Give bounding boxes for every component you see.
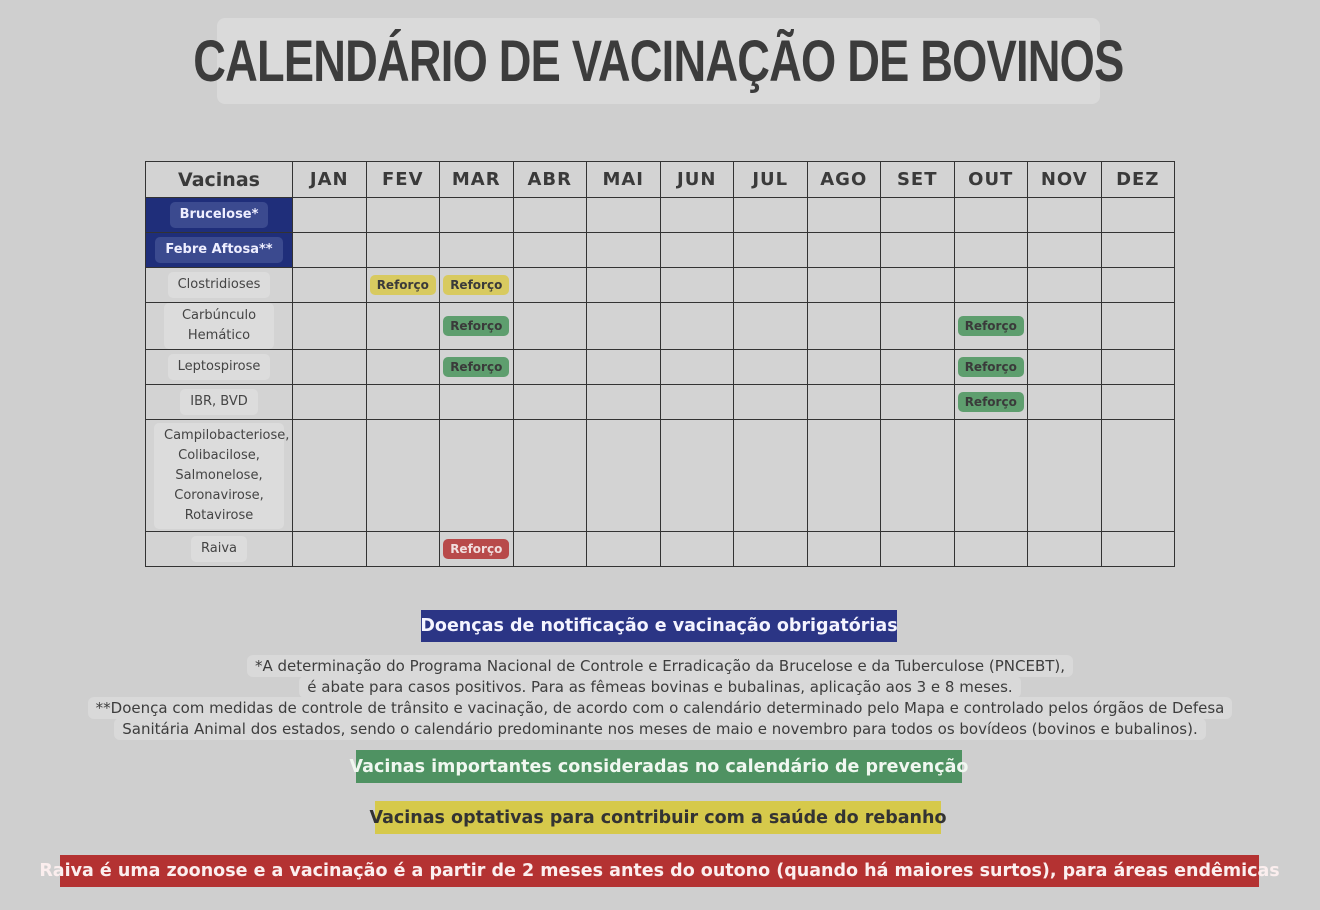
vaccine-name-cell xyxy=(146,532,293,567)
month-cell-dez xyxy=(1101,233,1175,268)
legend-prevention: Vacinas importantes consideradas no calendário de prevenção xyxy=(356,750,962,783)
month-cell-mai xyxy=(587,268,661,303)
table-row xyxy=(146,420,1175,532)
month-cell-fev xyxy=(366,233,440,268)
title-banner xyxy=(193,18,1124,104)
month-cell-jun xyxy=(660,198,734,233)
month-cell-jan xyxy=(293,303,367,350)
month-cell-mai xyxy=(587,303,661,350)
month-cell-jul xyxy=(734,198,808,233)
month-cell-abr xyxy=(513,532,587,567)
vaccine-name: Febre Aftosa** xyxy=(155,237,282,263)
header-row xyxy=(146,162,1175,198)
month-cell-nov xyxy=(1028,268,1102,303)
vaccine-name: IBR, BVD xyxy=(180,389,257,415)
month-cell-nov xyxy=(1028,420,1102,532)
note-brucelose-line1: *A determinação do Programa Nacional de Controle e Erradicação da Brucelose e da Tuberculose (PNCEBT), xyxy=(247,655,1073,677)
vaccination-calendar-table xyxy=(145,161,1175,567)
vaccine-name: Leptospirose xyxy=(168,354,271,380)
month-cell-out xyxy=(954,350,1028,385)
month-cell-set xyxy=(881,420,955,532)
month-cell-jun xyxy=(660,350,734,385)
month-cell-mar xyxy=(440,385,514,420)
month-cell-set xyxy=(881,303,955,350)
month-cell-jan xyxy=(293,350,367,385)
month-cell-set xyxy=(881,198,955,233)
vaccine-name-cell xyxy=(146,420,293,532)
month-cell-ago xyxy=(807,268,881,303)
month-cell-ago xyxy=(807,198,881,233)
page-title: CALENDÁRIO DE VACINAÇÃO DE BOVINOS xyxy=(193,28,1124,94)
month-cell-mai xyxy=(587,532,661,567)
month-cell-jul xyxy=(734,268,808,303)
month-cell-mai xyxy=(587,198,661,233)
header-month: FEV xyxy=(366,162,440,198)
note-aftosa-line1: **Doença com medidas de controle de trânsito e vacinação, de acordo com o calendário determinado pelo Mapa e controlado pelos órgãos de Defesa xyxy=(88,697,1233,719)
month-cell-dez xyxy=(1101,420,1175,532)
month-cell-nov xyxy=(1028,350,1102,385)
month-cell-out xyxy=(954,233,1028,268)
header-vacinas: Vacinas xyxy=(146,162,293,198)
reforco-label: Reforço xyxy=(958,357,1024,377)
month-cell-dez xyxy=(1101,350,1175,385)
table-row xyxy=(146,303,1175,350)
month-cell-jun xyxy=(660,233,734,268)
month-cell-mar xyxy=(440,233,514,268)
month-cell-jan xyxy=(293,420,367,532)
reforco-label: Reforço xyxy=(443,539,509,559)
month-cell-nov xyxy=(1028,532,1102,567)
reforco-label: Reforço xyxy=(370,275,436,295)
month-cell-out xyxy=(954,385,1028,420)
note-aftosa-line2: Sanitária Animal dos estados, sendo o calendário predominante nos meses de maio e novembro para todos os bovídeos (bovinos e bubalinos). xyxy=(114,718,1205,740)
month-cell-jul xyxy=(734,303,808,350)
vaccine-name-cell xyxy=(146,233,293,268)
header-month: SET xyxy=(881,162,955,198)
legend-mandatory: Doenças de notificação e vacinação obrigatórias xyxy=(421,610,897,642)
note-brucelose-line2: é abate para casos positivos. Para as fêmeas bovinas e bubalinas, aplicação aos 3 e 8 meses. xyxy=(299,676,1020,698)
vaccine-name: Carbúnculo Hemático xyxy=(164,303,274,349)
month-cell-mar xyxy=(440,420,514,532)
month-cell-out xyxy=(954,420,1028,532)
table-row xyxy=(146,233,1175,268)
table-row xyxy=(146,198,1175,233)
month-cell-fev xyxy=(366,198,440,233)
reforco-label: Reforço xyxy=(958,316,1024,336)
month-cell-jun xyxy=(660,303,734,350)
month-cell-fev xyxy=(366,350,440,385)
legend-optional: Vacinas optativas para contribuir com a saúde do rebanho xyxy=(375,801,941,834)
month-cell-fev xyxy=(366,303,440,350)
month-cell-jul xyxy=(734,420,808,532)
month-cell-nov xyxy=(1028,198,1102,233)
reforco-label: Reforço xyxy=(443,275,509,295)
month-cell-nov xyxy=(1028,385,1102,420)
month-cell-fev xyxy=(366,385,440,420)
month-cell-dez xyxy=(1101,385,1175,420)
header-month: MAI xyxy=(587,162,661,198)
month-cell-jul xyxy=(734,350,808,385)
month-cell-abr xyxy=(513,350,587,385)
note-aftosa xyxy=(0,698,1320,740)
month-cell-jun xyxy=(660,268,734,303)
month-cell-out xyxy=(954,532,1028,567)
month-cell-jan xyxy=(293,385,367,420)
month-cell-mai xyxy=(587,385,661,420)
month-cell-set xyxy=(881,350,955,385)
month-cell-ago xyxy=(807,420,881,532)
month-cell-abr xyxy=(513,420,587,532)
header-month: MAR xyxy=(440,162,514,198)
header-month: JAN xyxy=(293,162,367,198)
table-row xyxy=(146,385,1175,420)
month-cell-mai xyxy=(587,350,661,385)
month-cell-set xyxy=(881,233,955,268)
month-cell-ago xyxy=(807,385,881,420)
month-cell-mar xyxy=(440,350,514,385)
month-cell-ago xyxy=(807,350,881,385)
month-cell-mar xyxy=(440,198,514,233)
vaccine-name-cell xyxy=(146,198,293,233)
legend-rabies: Raiva é uma zoonose e a vacinação é a partir de 2 meses antes do outono (quando há maiores surtos), para áreas endêmicas xyxy=(60,855,1259,887)
header-month: JUL xyxy=(734,162,808,198)
month-cell-out xyxy=(954,198,1028,233)
header-month: ABR xyxy=(513,162,587,198)
month-cell-jul xyxy=(734,385,808,420)
vaccine-name: Campilobacteriose, Colibacilose, Salmonelose, Coronavirose, Rotavirose xyxy=(154,423,284,529)
month-cell-dez xyxy=(1101,532,1175,567)
month-cell-set xyxy=(881,385,955,420)
month-cell-jul xyxy=(734,233,808,268)
month-cell-set xyxy=(881,268,955,303)
month-cell-abr xyxy=(513,385,587,420)
month-cell-dez xyxy=(1101,303,1175,350)
month-cell-dez xyxy=(1101,198,1175,233)
vaccine-name: Clostridioses xyxy=(168,272,271,298)
month-cell-mar xyxy=(440,268,514,303)
month-cell-out xyxy=(954,303,1028,350)
month-cell-abr xyxy=(513,268,587,303)
month-cell-jan xyxy=(293,268,367,303)
vaccine-name: Raiva xyxy=(191,536,247,562)
month-cell-jun xyxy=(660,385,734,420)
table-row xyxy=(146,268,1175,303)
month-cell-dez xyxy=(1101,268,1175,303)
month-cell-ago xyxy=(807,233,881,268)
month-cell-jan xyxy=(293,198,367,233)
header-month: NOV xyxy=(1028,162,1102,198)
reforco-label: Reforço xyxy=(958,392,1024,412)
month-cell-mar xyxy=(440,532,514,567)
vaccine-name-cell xyxy=(146,350,293,385)
month-cell-nov xyxy=(1028,233,1102,268)
vaccine-name: Brucelose* xyxy=(170,202,269,228)
month-cell-abr xyxy=(513,303,587,350)
note-brucelose xyxy=(0,656,1320,698)
month-cell-jan xyxy=(293,532,367,567)
table-row xyxy=(146,532,1175,567)
month-cell-mar xyxy=(440,303,514,350)
month-cell-fev xyxy=(366,420,440,532)
vaccine-name-cell xyxy=(146,268,293,303)
month-cell-fev xyxy=(366,532,440,567)
month-cell-fev xyxy=(366,268,440,303)
month-cell-out xyxy=(954,268,1028,303)
month-cell-abr xyxy=(513,198,587,233)
vaccine-name-cell xyxy=(146,385,293,420)
reforco-label: Reforço xyxy=(443,357,509,377)
month-cell-set xyxy=(881,532,955,567)
month-cell-jan xyxy=(293,233,367,268)
month-cell-ago xyxy=(807,532,881,567)
month-cell-mai xyxy=(587,420,661,532)
month-cell-jun xyxy=(660,532,734,567)
header-month: DEZ xyxy=(1101,162,1175,198)
month-cell-jun xyxy=(660,420,734,532)
month-cell-jul xyxy=(734,532,808,567)
month-cell-mai xyxy=(587,233,661,268)
table-row xyxy=(146,350,1175,385)
month-cell-nov xyxy=(1028,303,1102,350)
month-cell-ago xyxy=(807,303,881,350)
reforco-label: Reforço xyxy=(443,316,509,336)
vaccine-name-cell xyxy=(146,303,293,350)
header-month: AGO xyxy=(807,162,881,198)
month-cell-abr xyxy=(513,233,587,268)
header-month: OUT xyxy=(954,162,1028,198)
header-month: JUN xyxy=(660,162,734,198)
